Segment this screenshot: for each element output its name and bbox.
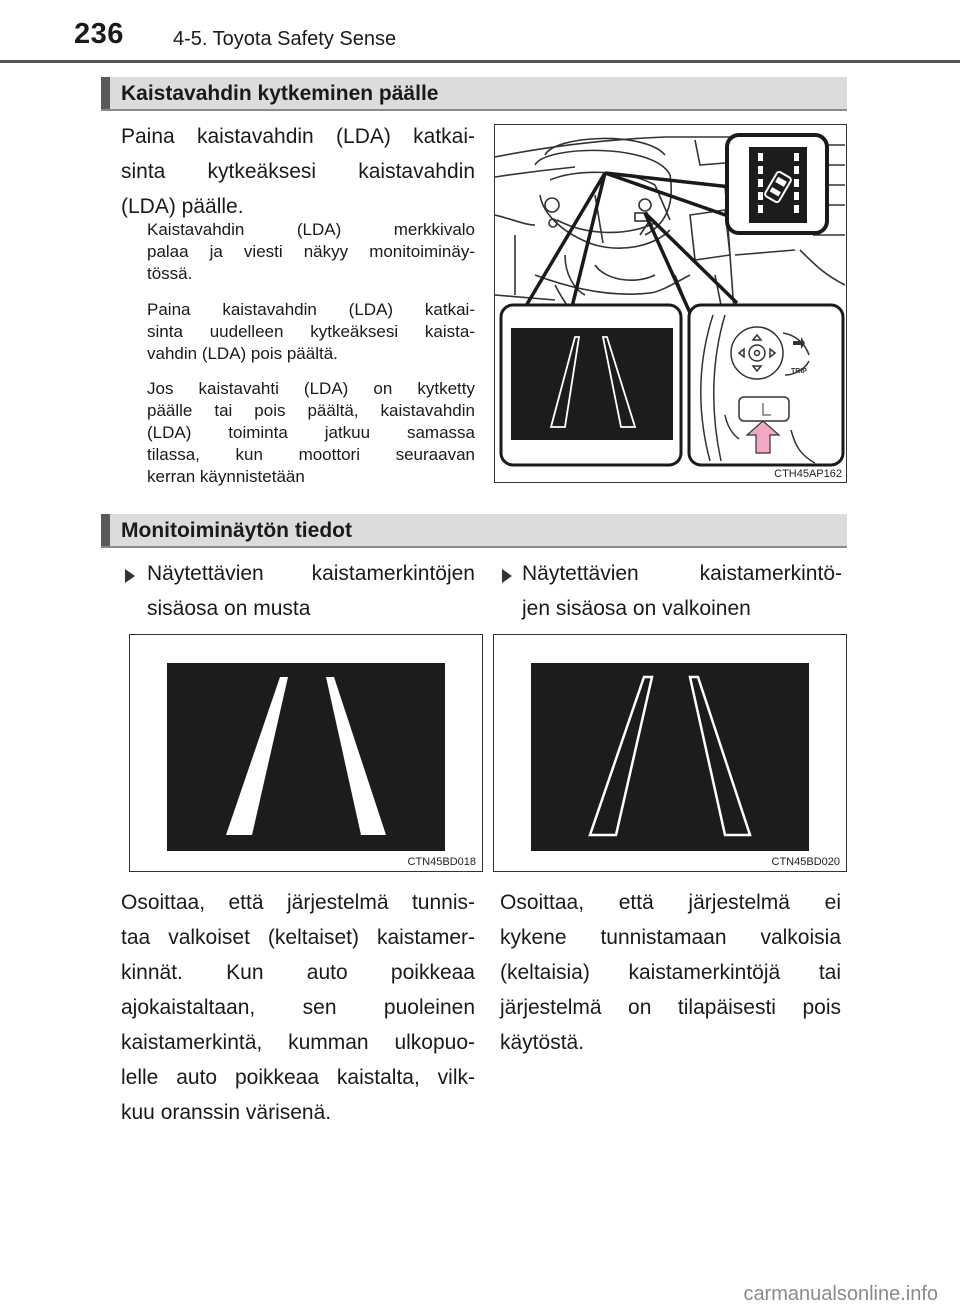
enable-instruction [121,119,475,224]
dashboard-illustration [495,125,846,482]
section-heading-display [101,514,847,548]
text-line: kaistamerkintä, kumman ulkopuo- [121,1031,475,1054]
header-rule [0,60,960,63]
bullet-triangle-icon [125,569,135,583]
trip-label: TRIP [791,368,807,375]
right-column-title [522,556,842,626]
section-heading-enable [101,77,847,111]
figure-lane-black [129,634,483,872]
bullet-triangle-icon [502,569,512,583]
section-title: 4-5. Toyota Safety Sense [173,28,397,50]
right-description [500,885,841,1060]
figure-code: CTN45BD020 [771,856,840,868]
text-line: sisäosa on musta [147,597,311,620]
text-line: kerran käynnistetään [147,467,305,486]
text-line: Jos kaistavahti (LDA) on kytketty [147,379,475,398]
text-line: Paina kaistavahdin (LDA) katkai- [147,300,475,319]
text-line: tössä. [147,264,193,283]
text-line: jen sisäosa on valkoinen [522,597,751,620]
text-line: Osoittaa, että järjestelmä ei [500,891,841,914]
text-line: sinta kytkeäksesi kaistavahdin [121,160,475,183]
text-line: (LDA) päälle. [121,195,244,218]
text-line: (keltaisia) kaistamerkintöjä tai [500,961,841,984]
note-memory [147,378,475,488]
text-line: päälle tai pois päältä, kaistavahdin [147,401,475,420]
text-line: (LDA) toiminta jatkuu samassa [147,423,475,442]
left-column-title [147,556,475,626]
note-indicator [147,219,475,285]
text-line: ajokaistaltaan, sen puoleinen [121,996,475,1019]
note-disable [147,299,475,365]
watermark[interactable]: carmanualsonline.info [743,1283,938,1305]
dashboard-figure [494,124,847,483]
figure-code: CTH45AP162 [774,468,842,480]
page-number: 236 [74,18,124,50]
figure-lane-white [493,634,847,872]
text-line: kuu oranssin värisenä. [121,1101,332,1124]
text-line: Kaistavahdin (LDA) merkkivalo [147,220,475,239]
text-line: Paina kaistavahdin (LDA) katkai- [121,125,475,148]
mid-screen-white-lanes [494,635,846,871]
text-line: sinta uudelleen kytkeäksesi kaista- [147,322,475,341]
heading-bar [101,77,110,109]
text-line: kykene tunnistamaan valkoisia [500,926,841,949]
figure-code: CTN45BD018 [407,856,476,868]
text-line: järjestelmä on tilapäisesti pois [500,996,841,1019]
text-line: käytöstä. [500,1031,585,1054]
mid-screen-black-lanes [130,635,482,871]
heading-bar [101,514,110,546]
text-line: palaa ja viesti näkyy monitoiminäy- [147,242,475,261]
text-line: Näytettävien kaistamerkintö- [522,562,842,585]
text-line: taa valkoiset (keltaiset) kaistamer- [121,926,475,949]
text-line: Näytettävien kaistamerkintöjen [147,562,475,585]
heading-text: Monitoiminäytön tiedot [121,519,352,542]
left-description [121,885,475,1130]
text-line: vahdin (LDA) pois päältä. [147,344,338,363]
heading-text: Kaistavahdin kytkeminen päälle [121,82,439,105]
text-line: lelle auto poikkeaa kaistalta, vilk- [121,1066,475,1089]
text-line: kinnät. Kun auto poikkeaa [121,961,475,984]
text-line: Osoittaa, että järjestelmä tunnis- [121,891,475,914]
text-line: tilassa, kun moottori seuraavan [147,445,475,464]
